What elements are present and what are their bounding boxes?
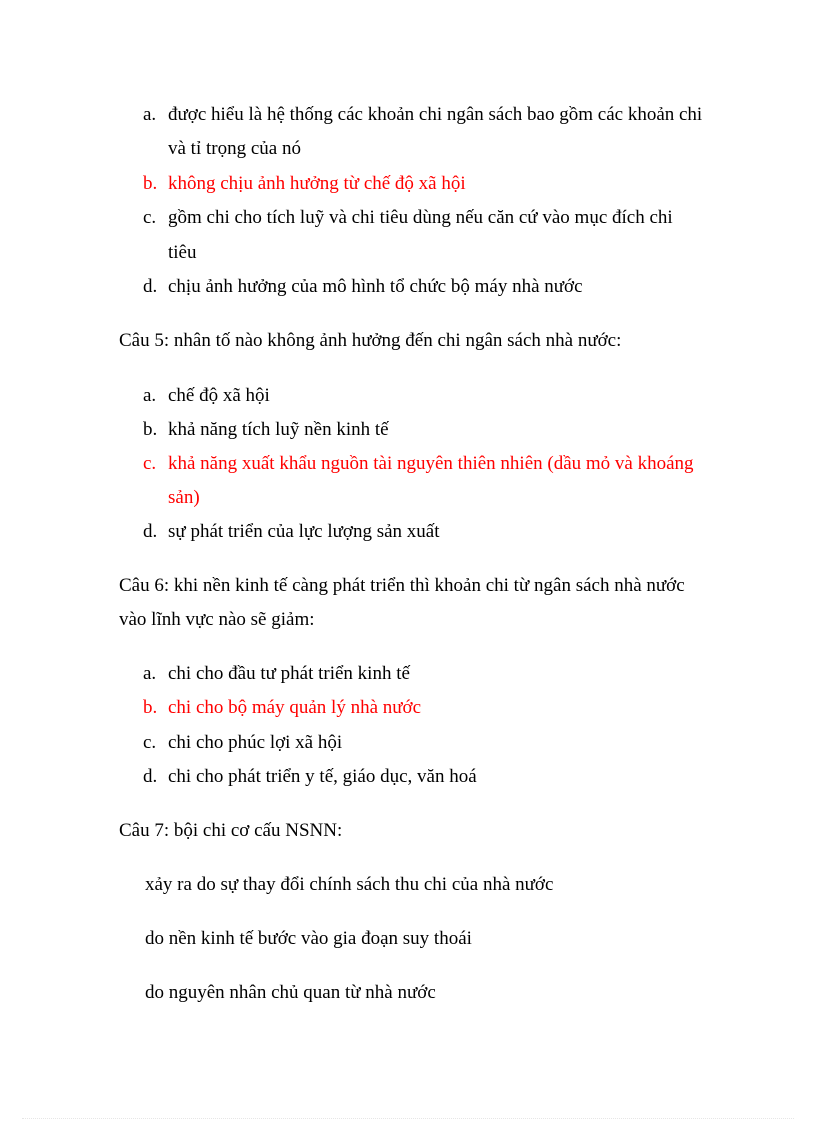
option-marker: c. <box>143 732 157 753</box>
option-c-text: gồm chi cho tích luỹ và chi tiêu dùng nếu căn cứ vào mục đích chi <box>168 207 673 228</box>
option-c-text: chi cho phúc lợi xã hội <box>168 732 343 753</box>
question-7-option-2: do nền kinh tế bước vào gia đoạn suy thoái <box>145 928 472 949</box>
option-marker: a. <box>143 663 157 684</box>
option-a-text: chế độ xã hội <box>168 385 270 406</box>
option-marker: a. <box>143 385 157 406</box>
option-marker: d. <box>143 521 158 542</box>
option-b-text: khả năng tích luỹ nền kinh tế <box>168 419 389 440</box>
option-marker: b. <box>143 173 158 194</box>
question-7-title: Câu 7: bội chi cơ cấu NSNN: <box>119 820 343 841</box>
option-c-text-correct-cont: sản) <box>168 487 200 508</box>
page-bottom-divider <box>22 1118 794 1119</box>
option-b-text-correct: không chịu ảnh hưởng từ chế độ xã hội <box>168 173 466 194</box>
option-marker: d. <box>143 276 158 297</box>
option-marker: b. <box>143 697 158 718</box>
option-marker: d. <box>143 766 158 787</box>
option-marker: b. <box>143 419 158 440</box>
option-marker: c. <box>143 207 157 228</box>
question-7-option-3: do nguyên nhân chủ quan từ nhà nước <box>145 982 436 1003</box>
question-6-title-cont: vào lĩnh vực nào sẽ giảm: <box>119 609 315 630</box>
option-marker: a. <box>143 104 157 125</box>
option-c-text-correct: khả năng xuất khẩu nguồn tài nguyên thiên nhiên (dầu mỏ và khoáng <box>168 453 694 474</box>
option-a-text-cont: và tỉ trọng của nó <box>168 138 301 159</box>
option-marker: c. <box>143 453 157 474</box>
option-d-text: chi cho phát triển y tế, giáo dục, văn hoá <box>168 766 477 787</box>
option-a-text: chi cho đầu tư phát triển kinh tế <box>168 663 410 684</box>
option-b-text-correct: chi cho bộ máy quản lý nhà nước <box>168 697 422 718</box>
option-a-text: được hiểu là hệ thống các khoản chi ngân sách bao gồm các khoản chi <box>168 104 703 125</box>
question-6-title: Câu 6: khi nền kinh tế càng phát triển thì khoản chi từ ngân sách nhà nước <box>119 575 685 596</box>
option-c-text-cont: tiêu <box>168 242 197 263</box>
question-5-title: Câu 5: nhân tố nào không ảnh hưởng đến chi ngân sách nhà nước: <box>119 330 622 351</box>
question-7-option-1: xảy ra do sự thay đổi chính sách thu chi của nhà nước <box>145 874 554 895</box>
option-d-text: sự phát triển của lực lượng sản xuất <box>168 521 440 542</box>
option-d-text: chịu ảnh hưởng của mô hình tổ chức bộ máy nhà nước <box>168 276 583 297</box>
